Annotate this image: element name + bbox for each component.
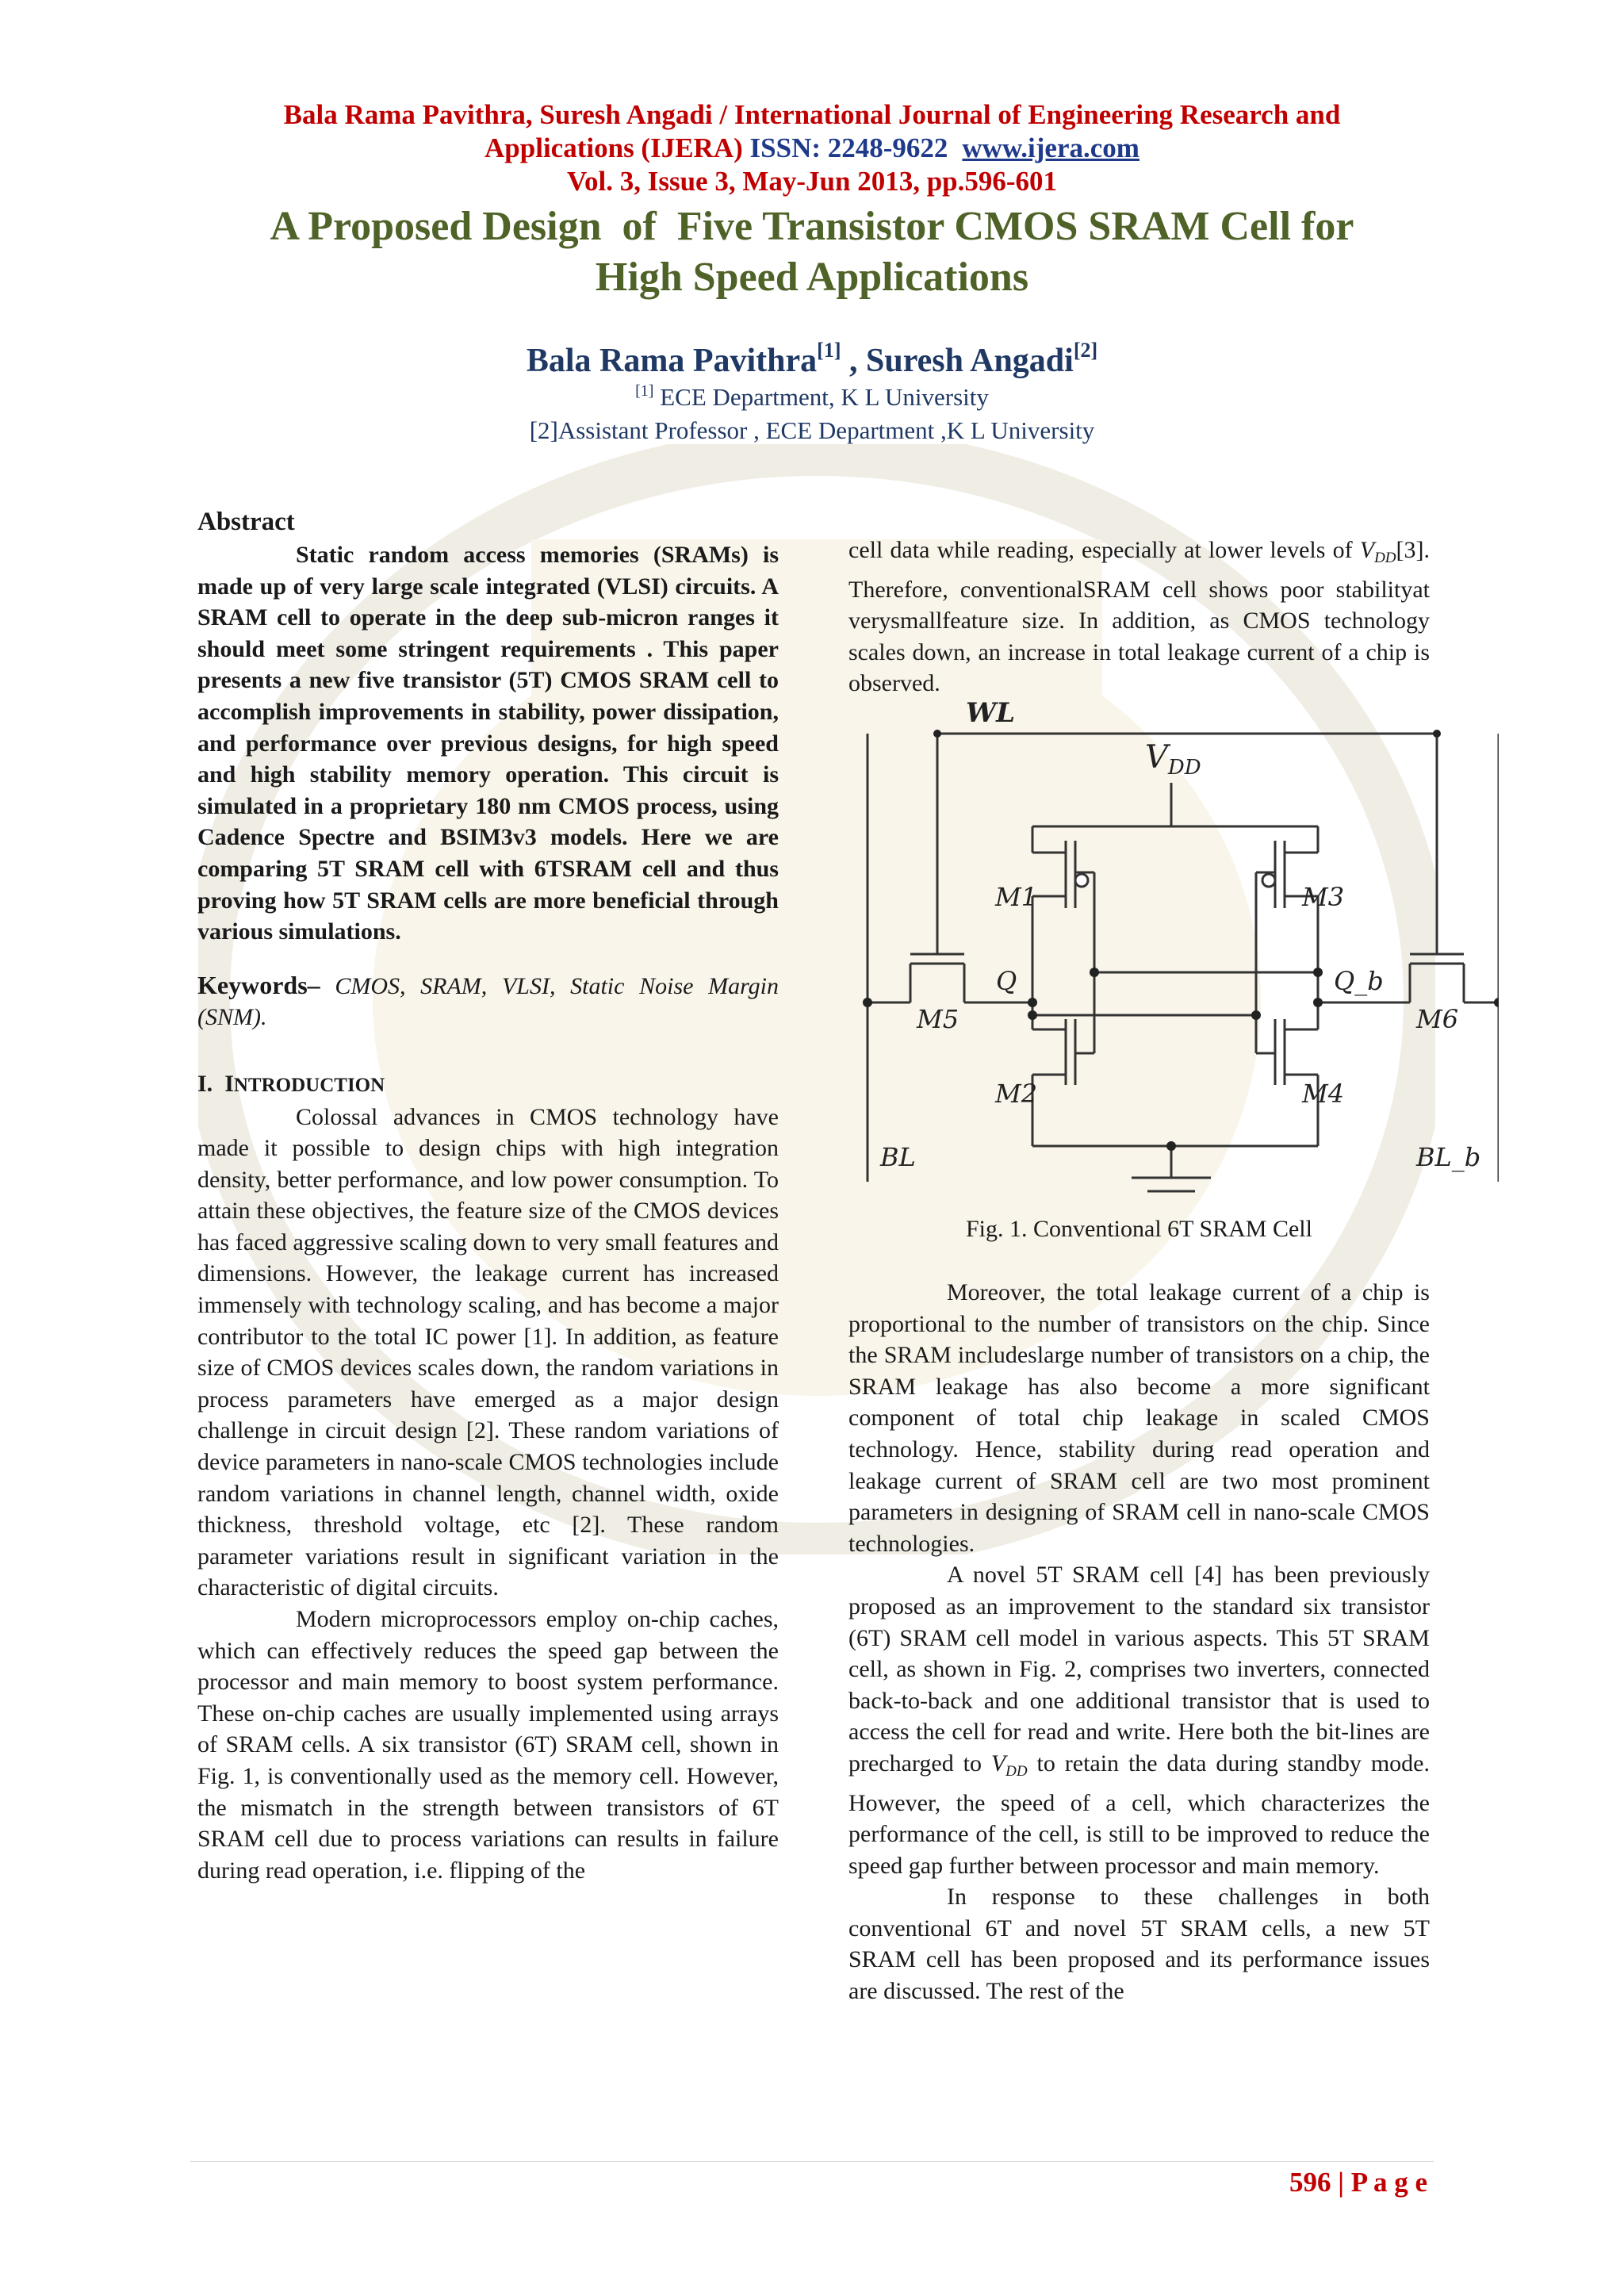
transistor-m2-label: M2 [995, 1079, 1038, 1109]
section-number: I. [197, 1070, 213, 1097]
left-column [197, 504, 779, 1886]
title-line-2: High Speed Applications [595, 255, 1029, 300]
p2-text-b: to retain the data during standby mode. However, the speed of a cell, which characterizes the performance of the cell, is still to be improved to reduce the speed gap further between processor and main memory. [848, 1750, 1430, 1879]
affiliation-2: [2]Assistant Professor , ECE Department ,K L University [529, 416, 1095, 444]
vdd-label [1145, 739, 1201, 780]
vdd-label-sub: DD [1167, 756, 1201, 780]
journal-url-link[interactable]: www.ijera.com [962, 132, 1139, 163]
vdd-label-main: V [1145, 739, 1168, 776]
affiliations [159, 374, 1465, 447]
p2-vdd-subscript: DD [1005, 1762, 1028, 1780]
intro-paragraph-2: Modern microprocessors employ on-chip caches, which can effectively reduces the speed gap between the processor and main memory to boost system performance. These on-chip caches are usually implemented using arrays of SRAM cells. A six transistor (6T) SRAM cell, shown in Fig. 1, is conventionally used as the memory cell. However, the mismatch in the strength between transistors of 6T SRAM cell due to process variations can results in failure during read operation, i.e. flipping of the [197, 1606, 779, 1884]
author-1: Bala Rama Pavithra [526, 343, 818, 379]
transistor-m6-label: M6 [1416, 1004, 1459, 1034]
bitline-label: BL [880, 1142, 916, 1172]
node-q-label: Q [996, 966, 1017, 996]
vdd-subscript: DD [1374, 550, 1396, 566]
author-2: Suresh Angadi [865, 343, 1074, 379]
issn: ISSN: 2248-9622 [749, 132, 948, 163]
section-title-initial: I [224, 1070, 234, 1097]
footer-divider [190, 2161, 1434, 2162]
figure-caption: Fig. 1. Conventional 6T SRAM Cell [966, 1216, 1312, 1242]
keywords-label: Keywords– [197, 970, 320, 999]
abstract-text: Static random access memories (SRAMs) is made up of very large scale integrated (VLSI) circuits. A SRAM cell to operate in the deep sub-micron ranges it should meet some stringent requirements . This paper presents a new five transistor (5T) CMOS SRAM cell to accomplish improvements in stability, power dissipation, and performance over previous designs, for high speed and high stability memory operation. This circuit is simulated in a proprietary 180 nm CMOS process, using Cadence Spectre and BSIM3v3 models. Here we are comparing 5T SRAM cell with 6TSRAM cell and thus proving how 5T SRAM cells are more beneficial through various simulations. [197, 542, 779, 945]
title-line-1: A Proposed Design of Five Transistor CMOS SRAM Cell for [270, 204, 1354, 249]
paper-title [159, 201, 1465, 303]
author-1-mark: [1] [817, 339, 841, 362]
section-heading-introduction [197, 1068, 779, 1102]
affiliation-1-mark: [1] [635, 382, 654, 400]
running-header [159, 98, 1465, 198]
transistor-m1-label: M1 [995, 882, 1038, 912]
header-line-3: Vol. 3, Issue 3, May-Jun 2013, pp.596-601 [566, 166, 1058, 197]
right-paragraph-continued [848, 535, 1430, 700]
cont-text-1: cell data while reading, especially at lower levels of [848, 537, 1360, 563]
right-paragraph-3: In response to these challenges in both conventional 6T and novel 5T SRAM cells, a new 5T SRAM cell has been proposed and its performance issues are discussed. The rest of the [848, 1884, 1430, 2005]
p2-vdd-symbol: V [990, 1750, 1006, 1777]
transistor-m5-label: M5 [917, 1004, 959, 1034]
vdd-symbol: V [1359, 537, 1375, 563]
right-paragraph-1: Moreover, the total leakage current of a chip is proportional to the number of transistors on the chip. Since the SRAM includeslarge number of transistors on a chip, the SRAM leakage has also become a more significant component of total chip leakage in scaled CMOS technology. Hence, stability during read operation and leakage current of SRAM cell are two most prominent parameters in designing of SRAM cell in nano-scale CMOS technologies. [848, 1279, 1430, 1557]
section-title-rest: NTRODUCTION [233, 1074, 385, 1096]
right-paragraph-2 [848, 1559, 1430, 1881]
wordline-label: WL [966, 697, 1016, 729]
header-line-2 [159, 132, 1465, 165]
keywords-text: CMOS, SRAM, VLSI, Static Noise Margin (SNM). [197, 972, 779, 1031]
author-2-mark: [2] [1073, 339, 1098, 362]
affiliation-1 [159, 374, 1465, 414]
p2-text-a: A novel 5T SRAM cell [4] has been previously proposed as an improvement to the standard six transistor (6T) SRAM cell model in various aspects. This 5T SRAM cell, as shown in Fig. 2, comprises two inverters, connected back-to-back and one additional transistor that is used to access the cell for read and write. Here both the bit-lines are precharged to [848, 1562, 1430, 1777]
sram-6t-circuit-figure [848, 690, 1499, 1229]
author-separator: , [841, 343, 866, 379]
abstract-heading: Abstract [197, 508, 295, 536]
transistor-m3-label: M3 [1302, 882, 1345, 912]
node-qb-label: Q_b [1334, 966, 1384, 996]
page-number: 596 | P a g e [1289, 2167, 1427, 2198]
transistor-m4-label: M4 [1302, 1079, 1345, 1109]
cont-text-2: [3]. Therefore, conventionalSRAM cell shows poor stabilityat verysmallfeature size. In addition, as CMOS technology scales down, an increase in total leakage current of a chip is observed. [848, 537, 1430, 697]
journal-name-end: Applications (IJERA) [485, 132, 743, 163]
affiliation-1-text: ECE Department, K L University [653, 383, 989, 411]
right-column-top [848, 535, 1430, 700]
right-column-bottom [848, 1277, 1430, 2007]
bitline-bar-label: BL_b [1416, 1142, 1481, 1172]
keywords [197, 970, 779, 1033]
intro-paragraph-1: Colossal advances in CMOS technology have made it possible to design chips with high integration density, better performance, and low power consumption. To attain these objectives, the feature size of the CMOS devices has faced aggressive scaling down to very small features and dimensions. However, the leakage current has increased immensely with technology scaling, and has become a major contributor to the total IC power [1]. In addition, as feature size of CMOS devices scales down, the random variations in process parameters have emerged as a major design challenge in circuit design [2]. These random variations of device parameters in nano-scale CMOS technologies include random variations in channel length, channel width, oxide thickness, threshold voltage, etc [2]. These random parameter variations result in significant variation in the characteristic of digital circuits. [197, 1103, 779, 1601]
header-line-1: Bala Rama Pavithra, Suresh Angadi / International Journal of Engineering Research and [283, 99, 1341, 130]
